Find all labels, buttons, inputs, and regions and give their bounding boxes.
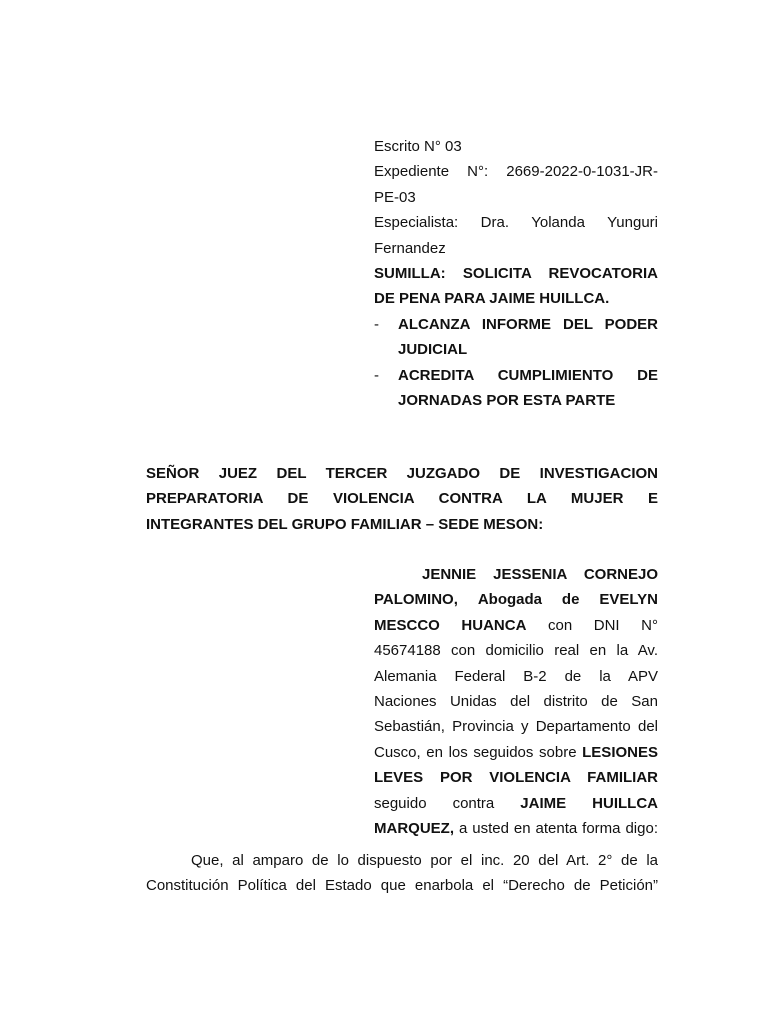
against-label: seguido contra xyxy=(374,794,495,812)
especialista-line-1: Especialista: Dra. Yolanda Yunguri xyxy=(374,214,658,232)
presenter-line-3 xyxy=(374,613,658,638)
presenter-line-7: Sebastián, Provincia y Departamento del xyxy=(374,718,658,736)
sumilla-line-2: DE PENA PARA JAIME HUILLCA. xyxy=(374,290,610,308)
presenter-line-11 xyxy=(374,816,658,841)
especialista-line-2: Fernandez xyxy=(374,239,446,257)
case-about-label: Cusco, en los seguidos sobre xyxy=(374,743,577,761)
bullet-text-2b: JORNADAS POR ESTA PARTE xyxy=(398,392,616,410)
body-line-2: Constitución Política del Estado que enarbola el “Derecho de Petición” xyxy=(146,877,658,895)
client-name: MESCCO HUANCA xyxy=(374,616,527,634)
presenter-line-10 xyxy=(374,791,658,816)
addressee-block xyxy=(146,461,658,537)
case-type-1: LESIONES xyxy=(582,743,658,761)
defendant-surname: MARQUEZ, xyxy=(374,820,454,838)
bullet-text-2a: ACREDITA CUMPLIMIENTO DE xyxy=(398,366,658,384)
case-header xyxy=(374,134,658,413)
sumilla-line-1: SUMILLA: SOLICITA REVOCATORIA xyxy=(374,265,658,283)
body-paragraph xyxy=(146,848,658,899)
presenter-role: Abogada de EVELYN xyxy=(477,591,658,609)
addressee-line-3: INTEGRANTES DEL GRUPO FAMILIAR – SEDE MESON: xyxy=(146,515,544,533)
expediente-line-1: Expediente N°: 2669-2022-0-1031-JR- xyxy=(374,163,658,181)
dni-label: con DNI N° xyxy=(548,616,659,634)
presenter-line-1: JENNIE JESSENIA CORNEJO xyxy=(422,566,658,583)
escrito-number: Escrito N° 03 xyxy=(374,138,462,155)
presenter-line-4: 45674188 con domicilio real en la Av. xyxy=(374,642,658,660)
closing-phrase: a usted en atenta forma digo: xyxy=(458,820,658,838)
presenter-paragraph xyxy=(374,562,658,841)
presenter-line-8 xyxy=(374,740,658,765)
presenter-line-2 xyxy=(374,587,658,612)
sumilla-bullets xyxy=(374,312,658,414)
addressee-line-1: SEÑOR JUEZ DEL TERCER JUZGADO DE INVESTIGACION xyxy=(146,465,658,482)
bullet-dash: - xyxy=(374,366,379,384)
body-line-1: Que, al amparo de lo dispuesto por el inc. 20 del Art. 2° de la xyxy=(191,852,658,869)
presenter-surname: PALOMINO, xyxy=(374,591,458,609)
addressee-line-2: PREPARATORIA DE VIOLENCIA CONTRA LA MUJER E xyxy=(146,490,658,508)
bullet-dash: - xyxy=(374,315,379,333)
presenter-line-9: LEVES POR VIOLENCIA FAMILIAR xyxy=(374,769,658,787)
bullet-text-1b: JUDICIAL xyxy=(398,341,468,359)
bullet-text-1a: ALCANZA INFORME DEL PODER xyxy=(398,315,658,333)
bullet-item-informe xyxy=(374,312,658,363)
defendant-name: JAIME HUILLCA xyxy=(520,794,658,812)
presenter-line-5: Alemania Federal B-2 de la APV xyxy=(374,667,658,685)
bullet-item-jornadas xyxy=(374,363,658,414)
presenter-line-6: Naciones Unidas del distrito de San xyxy=(374,693,658,711)
expediente-line-2: PE-03 xyxy=(374,188,416,206)
